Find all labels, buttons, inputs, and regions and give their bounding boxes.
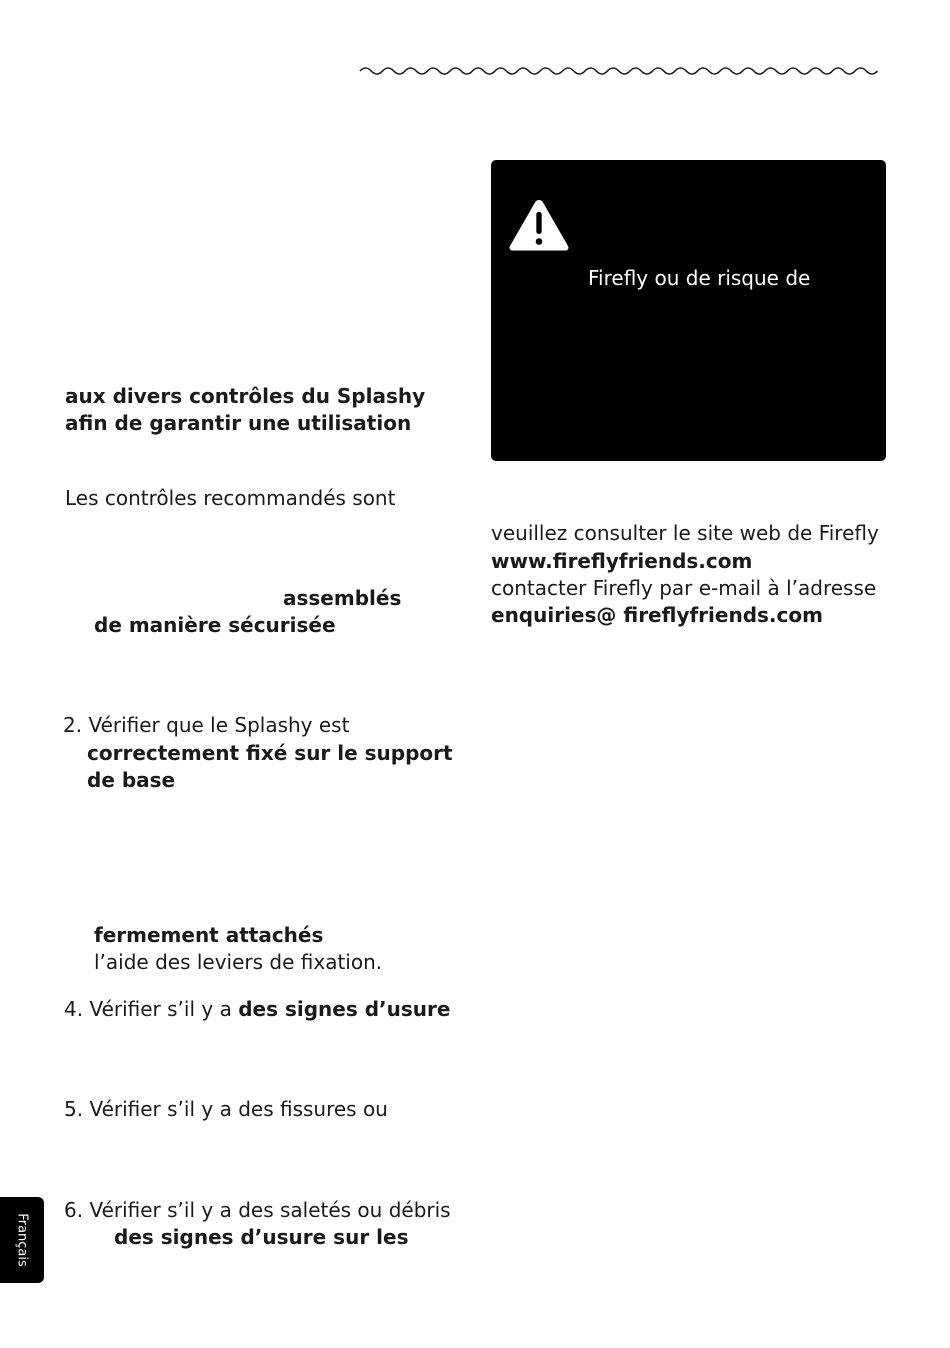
item4-text: 4. Vérifier s’il y a	[64, 997, 239, 1021]
warning-triangle-icon	[507, 196, 571, 254]
item5-text: 5. Vérifier s’il y a des fissures ou	[64, 1097, 388, 1121]
item2-text: 2. Vérifier que le Splashy est	[63, 713, 350, 737]
website-link[interactable]: www.fireflyfriends.com	[491, 549, 753, 573]
item3-text: l’aide des leviers de fixation.	[94, 950, 383, 974]
contact-line-1: veuillez consulter le site web de Firefly	[491, 521, 879, 545]
item1-bold-1: assemblés	[283, 586, 402, 610]
item3-bold: fermement attachés	[94, 923, 324, 947]
item2-bold-1: correctement fixé sur le support	[87, 741, 453, 765]
intro-line-1: aux divers contrôles du Splashy	[65, 384, 426, 408]
decorative-wave-line	[358, 62, 888, 80]
item6-text: 6. Vérifier s’il y a des saletés ou débris	[64, 1198, 451, 1222]
item2-bold-2: de base	[87, 768, 176, 792]
warning-text: Firefly ou de risque de	[588, 266, 811, 290]
item1-bold-2: de manière sécurisée	[94, 613, 336, 637]
item4-bold: des signes d’usure	[238, 997, 451, 1021]
language-tab-label: Français	[14, 1213, 30, 1267]
contact-line-2: contacter Firefly par e-mail à l’adresse	[491, 576, 877, 600]
recommended-checks-text: Les contrôles recommandés sont	[65, 486, 396, 510]
item6-bold: des signes d’usure sur les	[114, 1225, 409, 1249]
intro-line-2: afin de garantir une utilisation	[65, 411, 412, 435]
item4-line	[64, 996, 450, 1023]
language-tab	[0, 1197, 44, 1283]
email-link[interactable]: enquiries@ fireflyfriends.com	[491, 603, 823, 627]
warning-box	[491, 160, 886, 461]
